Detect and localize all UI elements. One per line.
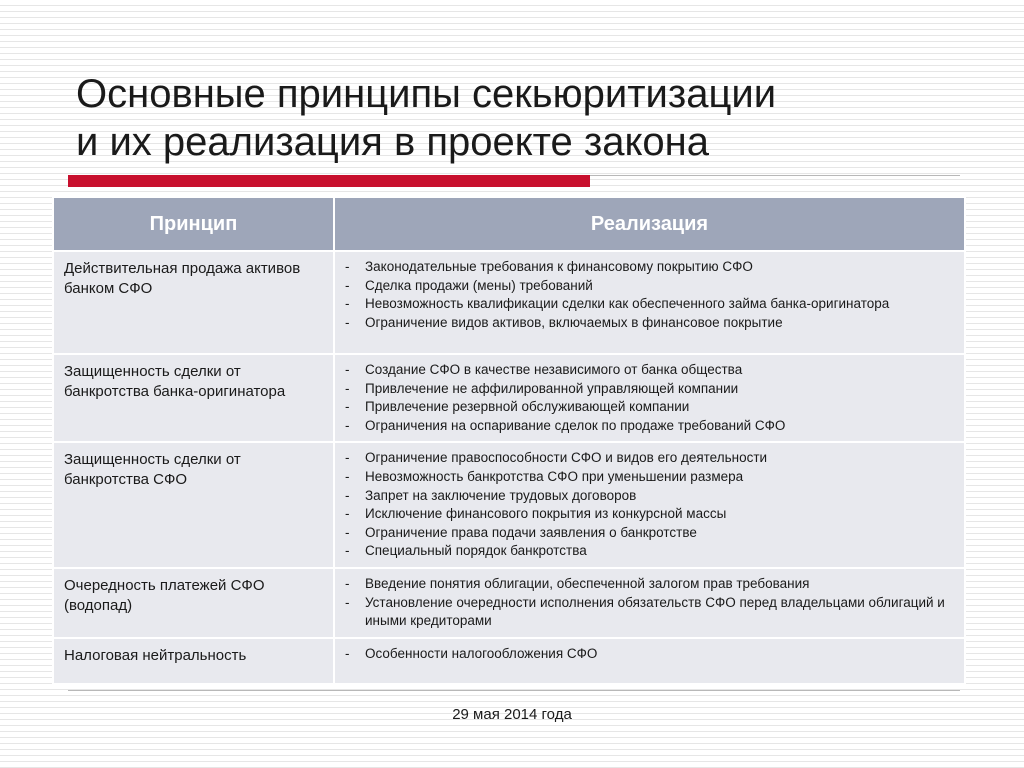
implementation-list: [343, 258, 956, 332]
principle-cell: Защищенность сделки от банкротства СФО: [53, 442, 334, 568]
principles-table: [52, 196, 966, 685]
list-item: - Создание СФО в качестве независимого от банка общества: [343, 361, 956, 380]
implementation-cell: [334, 354, 965, 442]
table-row: [53, 638, 965, 684]
list-item: - Специальный порядок банкротства: [343, 542, 956, 561]
list-item: - Запрет на заключение трудовых договоров: [343, 487, 956, 506]
principle-cell: Налоговая нейтральность: [53, 638, 334, 684]
slide-title-line-1: Основные принципы секьюритизации: [76, 72, 777, 116]
header-principle: Принцип: [53, 197, 334, 251]
implementation-cell: [334, 638, 965, 684]
list-item: - Законодательные требования к финансовому покрытию СФО: [343, 258, 956, 277]
implementation-list: [343, 575, 956, 631]
implementation-list: [343, 645, 956, 664]
implementation-cell: [334, 251, 965, 354]
list-item: - Исключение финансового покрытия из конкурсной массы: [343, 505, 956, 524]
implementation-cell: [334, 568, 965, 638]
header-implementation: Реализация: [334, 197, 965, 251]
list-item: - Ограничение правоспособности СФО и видов его деятельности: [343, 449, 956, 468]
table-header-row: [53, 197, 965, 251]
slide-title-line-2: и их реализация в проекте закона: [76, 120, 710, 164]
implementation-list: [343, 361, 956, 435]
list-item: - Особенности налогообложения СФО: [343, 645, 956, 664]
list-item: - Невозможность банкротства СФО при уменьшении размера: [343, 468, 956, 487]
implementation-cell: [334, 442, 965, 568]
slide-title: [76, 70, 976, 166]
principles-table-container: [52, 196, 964, 685]
table-row: [53, 442, 965, 568]
list-item: - Ограничение видов активов, включаемых в финансовое покрытие: [343, 314, 956, 333]
list-item: - Привлечение не аффилированной управляющей компании: [343, 380, 956, 399]
list-item: - Ограничения на оспаривание сделок по продаже требований СФО: [343, 417, 956, 436]
footer-date: 29 мая 2014 года: [452, 706, 572, 723]
table-row: [53, 251, 965, 354]
implementation-list: [343, 449, 956, 561]
principle-cell: Действительная продажа активов банком СФО: [53, 251, 334, 354]
list-item: - Введение понятия облигации, обеспеченной залогом прав требования: [343, 575, 956, 594]
principle-cell: Очередность платежей СФО (водопад): [53, 568, 334, 638]
list-item: - Привлечение резервной обслуживающей компании: [343, 398, 956, 417]
list-item: - Ограничение права подачи заявления о банкротстве: [343, 524, 956, 543]
title-accent-bar: [68, 175, 590, 187]
principle-cell: Защищенность сделки от банкротства банка-оригинатора: [53, 354, 334, 442]
list-item: - Установление очередности исполнения обязательств СФО перед владельцами облигаций и иными кредиторами: [343, 594, 956, 631]
footer-divider-line: [68, 690, 960, 691]
table-row: [53, 354, 965, 442]
list-item: - Невозможность квалификации сделки как обеспеченного займа банка-оригинатора: [343, 295, 956, 314]
list-item: - Сделка продажи (мены) требований: [343, 277, 956, 296]
table-row: [53, 568, 965, 638]
